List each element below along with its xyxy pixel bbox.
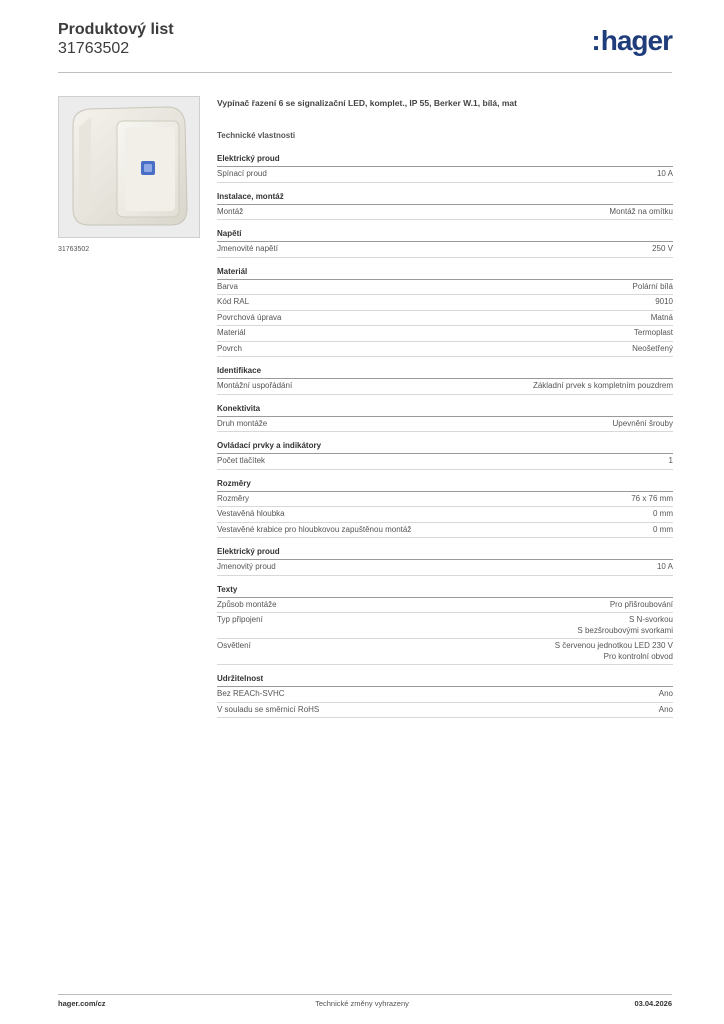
section-title: Udržitelnost	[217, 674, 673, 687]
spec-value-line: 76 x 76 mm	[631, 493, 673, 503]
spec-row	[217, 280, 673, 296]
spec-label: Rozměry	[217, 493, 250, 503]
document-header	[58, 20, 174, 58]
spec-row	[217, 598, 673, 614]
spec-label: Vestavěná hloubka	[217, 509, 285, 518]
spec-label: Jmenovitý proud	[217, 562, 276, 571]
spec-label: Materiál	[217, 328, 246, 337]
spec-row	[217, 342, 673, 358]
spec-value	[659, 705, 673, 716]
section-title: Materiál	[217, 267, 673, 280]
spec-value-line: 10 A	[656, 169, 673, 178]
spec-value	[633, 282, 673, 293]
spec-row	[217, 205, 673, 221]
section-title: Identifikace	[217, 366, 673, 379]
spec-value	[613, 419, 673, 430]
spec-value-line: 9010	[655, 297, 673, 306]
spec-value	[657, 562, 673, 573]
spec-label: Montážní uspořádání	[217, 381, 293, 390]
document-number: 31763502	[58, 40, 130, 57]
section-title: Napětí	[217, 229, 673, 242]
spec-value-line: S bezšroubovými svorkami	[577, 625, 673, 635]
spec-row	[217, 703, 673, 719]
spec-section	[217, 585, 673, 666]
spec-row	[217, 613, 673, 639]
spec-value	[653, 509, 673, 520]
spec-row	[217, 326, 673, 342]
spec-value	[653, 525, 673, 536]
spec-row	[217, 507, 673, 523]
spec-value	[655, 297, 673, 308]
spec-row	[217, 492, 673, 508]
spec-value	[632, 344, 673, 355]
product-description: Vypínač řazení 6 se signalizační LED, komplet., IP 55, Berker W.1, bílá, mat	[217, 98, 517, 108]
spec-value-line: Ano	[658, 704, 673, 714]
spec-section	[217, 267, 673, 358]
footer-note: Technické změny vyhrazeny	[315, 999, 409, 1008]
spec-value	[634, 328, 673, 339]
technical-properties-heading: Technické vlastnosti	[217, 131, 296, 140]
footer-date: 03.04.2026	[634, 999, 672, 1008]
spec-value-line: 1	[668, 456, 673, 465]
logo-prefix: :	[591, 25, 600, 56]
spec-label: Montáž	[217, 206, 244, 216]
spec-label: Osvětlení	[217, 641, 251, 650]
spec-label: Typ připojení	[217, 615, 263, 624]
section-title: Rozměry	[217, 479, 673, 492]
spec-value	[555, 641, 673, 662]
section-title: Elektrický proud	[217, 154, 673, 167]
spec-row	[217, 523, 673, 539]
spec-value	[652, 244, 673, 255]
spec-value-line: Termoplast	[633, 328, 673, 337]
spec-value	[610, 600, 673, 611]
spec-value-line: Upevnění šrouby	[612, 418, 673, 428]
spec-row	[217, 295, 673, 311]
spec-sections	[217, 154, 673, 718]
spec-row	[217, 242, 673, 258]
product-image	[58, 96, 200, 238]
spec-value-line: Ano	[658, 689, 673, 698]
section-title: Instalace, montáž	[217, 192, 673, 205]
spec-row	[217, 311, 673, 327]
spec-value-line: S červenou jednotkou LED 230 V	[554, 641, 673, 650]
spec-value	[609, 207, 673, 218]
spec-row	[217, 167, 673, 183]
footer-website-link[interactable]: hager.com/cz	[58, 999, 106, 1008]
spec-row	[217, 687, 673, 703]
spec-value-line: Matná	[650, 312, 673, 322]
section-title: Texty	[217, 585, 673, 598]
spec-row	[217, 417, 673, 433]
spec-value	[631, 494, 673, 505]
spec-label: Kód RAL	[217, 297, 250, 306]
switch-illustration	[59, 97, 199, 237]
spec-label: Barva	[217, 281, 238, 291]
spec-value-line: Montáž na omítku	[609, 206, 673, 216]
spec-label: Jmenovité napětí	[217, 244, 278, 253]
section-title: Elektrický proud	[217, 547, 673, 560]
spec-value	[651, 313, 673, 324]
document-title: Produktový list	[58, 21, 174, 38]
section-title: Konektivita	[217, 404, 673, 417]
logo-text: hager	[600, 25, 672, 56]
image-caption: 31763502	[58, 246, 90, 253]
section-title: Ovládací prvky a indikátory	[217, 441, 673, 454]
spec-value-line: Polární bílá	[632, 281, 673, 291]
spec-value-line: S N-svorkou	[628, 615, 673, 624]
spec-value	[533, 381, 673, 392]
spec-label: Bez REACh-SVHC	[217, 689, 285, 698]
spec-label: Způsob montáže	[217, 599, 277, 609]
spec-section	[217, 366, 673, 395]
spec-label: Spínací proud	[217, 169, 267, 178]
spec-value-line: 10 A	[656, 562, 673, 571]
spec-value-line: Pro přišroubování	[609, 599, 673, 609]
spec-value-line: Neošetřený	[632, 343, 673, 353]
spec-row	[217, 454, 673, 470]
hager-logo[interactable]	[591, 26, 672, 56]
spec-section	[217, 479, 673, 539]
spec-label: Vestavěné krabice pro hloubkovou zapuštěnou montáž	[217, 524, 412, 534]
header-divider	[58, 72, 672, 73]
spec-row	[217, 560, 673, 576]
spec-section	[217, 674, 673, 718]
spec-value-line: 250 V	[652, 244, 673, 253]
spec-section	[217, 404, 673, 433]
spec-label: Počet tlačítek	[217, 456, 266, 465]
spec-row	[217, 639, 673, 665]
spec-section	[217, 154, 673, 183]
spec-value	[659, 689, 673, 700]
spec-section	[217, 441, 673, 470]
spec-label: Povrch	[217, 343, 242, 353]
spec-label: V souladu se směrnicí RoHS	[217, 704, 320, 714]
spec-section	[217, 192, 673, 221]
spec-value-line: 0 mm	[653, 509, 673, 518]
spec-row	[217, 379, 673, 395]
spec-value	[577, 615, 673, 636]
spec-value-line: Základní prvek s kompletním pouzdrem	[532, 381, 673, 390]
spec-value-line: 0 mm	[653, 524, 673, 534]
spec-value	[657, 169, 673, 180]
spec-value-line: Pro kontrolní obvod	[603, 651, 673, 661]
footer-divider	[58, 994, 672, 995]
spec-label: Druh montáže	[217, 418, 268, 428]
spec-value	[669, 456, 673, 467]
product-details	[217, 98, 673, 727]
spec-section	[217, 229, 673, 258]
spec-label: Povrchová úprava	[217, 312, 282, 322]
spec-section	[217, 547, 673, 576]
